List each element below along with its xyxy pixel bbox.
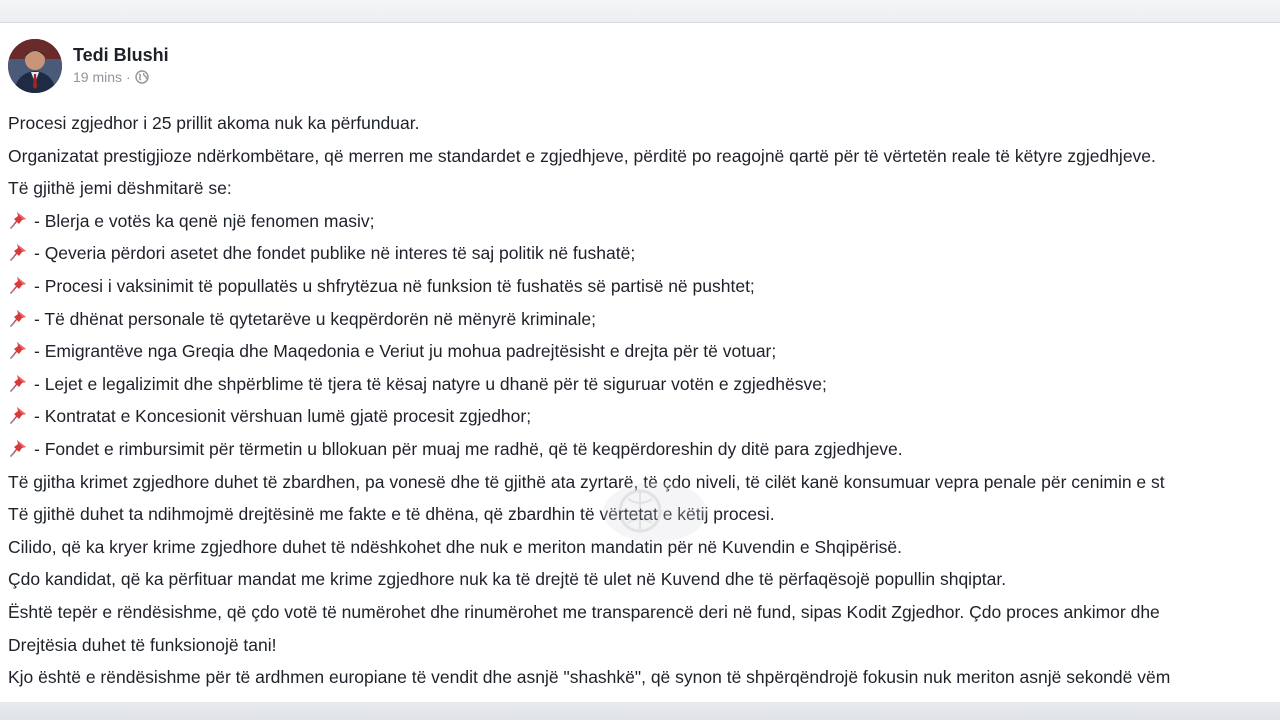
post-bullet-line	[8, 205, 1280, 238]
line-text: Të gjithë jemi dëshmitarë se:	[8, 178, 232, 199]
pushpin-icon	[8, 371, 30, 391]
post-timestamp[interactable]: 19 mins	[73, 69, 123, 85]
top-bar	[0, 0, 1280, 23]
pushpin-icon	[8, 436, 30, 456]
post-text-line	[8, 596, 1280, 629]
post-text-line	[8, 107, 1280, 140]
line-text: - Procesi i vaksinimit të popullatës u shfrytëzua në funksion të fushatës së partisë në pushtet;	[34, 275, 755, 296]
pushpin-icon	[8, 208, 30, 228]
post-text-line	[8, 563, 1280, 596]
post-text-line	[8, 661, 1280, 694]
line-text: - Lejet e legalizimit dhe shpërblime të tjera të kësaj natyre u dhanë për të siguruar votën e zgjedhësve;	[34, 373, 827, 394]
post-bullet-line	[8, 303, 1280, 336]
line-text: - Fondet e rimbursimit për tërmetin u bllokuan për muaj me radhë, që të keqpërdoreshin dy ditë para zgjedhjeve.	[34, 438, 903, 459]
line-text: - Qeveria përdori asetet dhe fondet publike në interes të saj politik në fushatë;	[34, 243, 636, 264]
line-text: - Të dhënat personale të qytetarëve u keqpërdorën në mënyrë kriminale;	[34, 308, 596, 329]
line-text: Të gjitha krimet zgjedhore duhet të zbardhen, pa vonesë dhe të gjithë ata zyrtarë, të çdo niveli, të cilët kanë konsumuar vepra penale për cenimin e st	[8, 471, 1165, 492]
post-text-line	[8, 629, 1280, 662]
line-text: - Blerja e votës ka qenë një fenomen masiv;	[34, 210, 375, 231]
pushpin-icon	[8, 240, 30, 260]
pushpin-icon	[8, 306, 30, 326]
pushpin-icon	[8, 273, 30, 293]
bottom-bar	[0, 702, 1280, 720]
line-text: - Emigrantëve nga Greqia dhe Maqedonia e Veriut ju mohua padrejtësisht e drejta për të votuar;	[34, 341, 777, 362]
post-text-line	[8, 531, 1280, 564]
post-bullet-line	[8, 335, 1280, 368]
line-text: Të gjithë duhet ta ndihmojmë drejtësinë me fakte e të dhëna, që zbardhin të vërtetat e këtij procesi.	[8, 504, 775, 525]
line-text: - Kontratat e Koncesionit vërshuan lumë gjatë procesit zgjedhor;	[34, 406, 532, 427]
meta-separator: ·	[126, 69, 131, 85]
post-bullet-line	[8, 270, 1280, 303]
post-text-line	[8, 140, 1280, 173]
author-avatar[interactable]	[8, 39, 62, 93]
facebook-post	[0, 23, 1280, 702]
post-bullet-line	[8, 400, 1280, 433]
pushpin-icon	[8, 338, 30, 358]
line-text: Çdo kandidat, që ka përfituar mandat me krime zgjedhore nuk ka të drejtë të ulet në Kuvend dhe të përfaqësojë popullin shqiptar.	[8, 569, 1007, 590]
pushpin-icon	[8, 403, 30, 423]
globe-icon	[135, 70, 149, 84]
line-text: Procesi zgjedhor i 25 prillit akoma nuk ka përfunduar.	[8, 113, 420, 133]
post-bullet-line	[8, 368, 1280, 401]
line-text: Drejtësia duhet të funksionojë tani!	[8, 634, 277, 655]
post-bullet-line	[8, 433, 1280, 466]
line-text: Organizatat prestigjioze ndërkombëtare, që merren me standardet e zgjedhjeve, përditë po reagojnë qartë për të vërtetën reale të këtyre zgjedhjeve.	[8, 145, 1156, 166]
line-text: Cilido, që ka kryer krime zgjedhore duhet të ndëshkohet dhe nuk e meriton mandatin për në Kuvendin e Shqipërisë.	[8, 536, 903, 557]
line-text: Është tepër e rëndësishme, që çdo votë të numërohet dhe rinumërohet me transparencë deri në fund, sipas Kodit Zgjedhor. Çdo proces ankimor dhe	[8, 601, 1160, 622]
post-text-line	[8, 172, 1280, 205]
post-text-line	[8, 466, 1280, 499]
author-name[interactable]: Tedi Blushi	[73, 45, 169, 65]
post-body	[8, 107, 1280, 694]
line-text: Kjo është e rëndësishme për të ardhmen europiane të vendit dhe asnjë "shashkë", që synon të shpërqëndrojë fokusin nuk meriton asnjë sekondë vëm	[8, 667, 1171, 688]
post-text-line	[8, 498, 1280, 531]
post-meta	[73, 69, 149, 85]
post-bullet-line	[8, 237, 1280, 270]
